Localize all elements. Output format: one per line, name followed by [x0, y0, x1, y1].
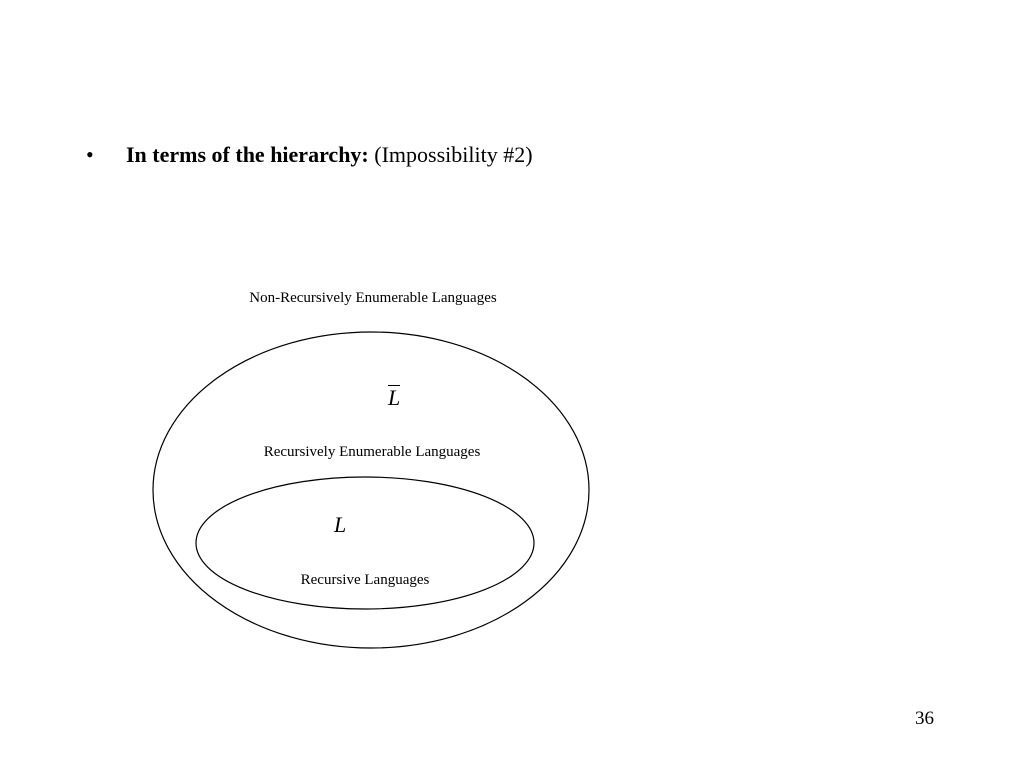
- complement-l-symbol: L: [388, 385, 401, 410]
- non-re-languages-label: Non-Recursively Enumerable Languages: [249, 290, 497, 306]
- bullet-subtext: (Impossibility #2): [368, 142, 533, 167]
- l-symbol: L: [334, 512, 347, 537]
- re-languages-label: Recursively Enumerable Languages: [263, 444, 481, 460]
- recursive-languages-ellipse: [196, 477, 534, 609]
- recursive-languages-label: Recursive Languages: [300, 572, 430, 588]
- re-languages-ellipse: [153, 332, 589, 648]
- page-number: 36: [915, 708, 934, 729]
- bullet-heading: In terms of the hierarchy:: [126, 142, 369, 167]
- bullet-marker: •: [86, 142, 94, 167]
